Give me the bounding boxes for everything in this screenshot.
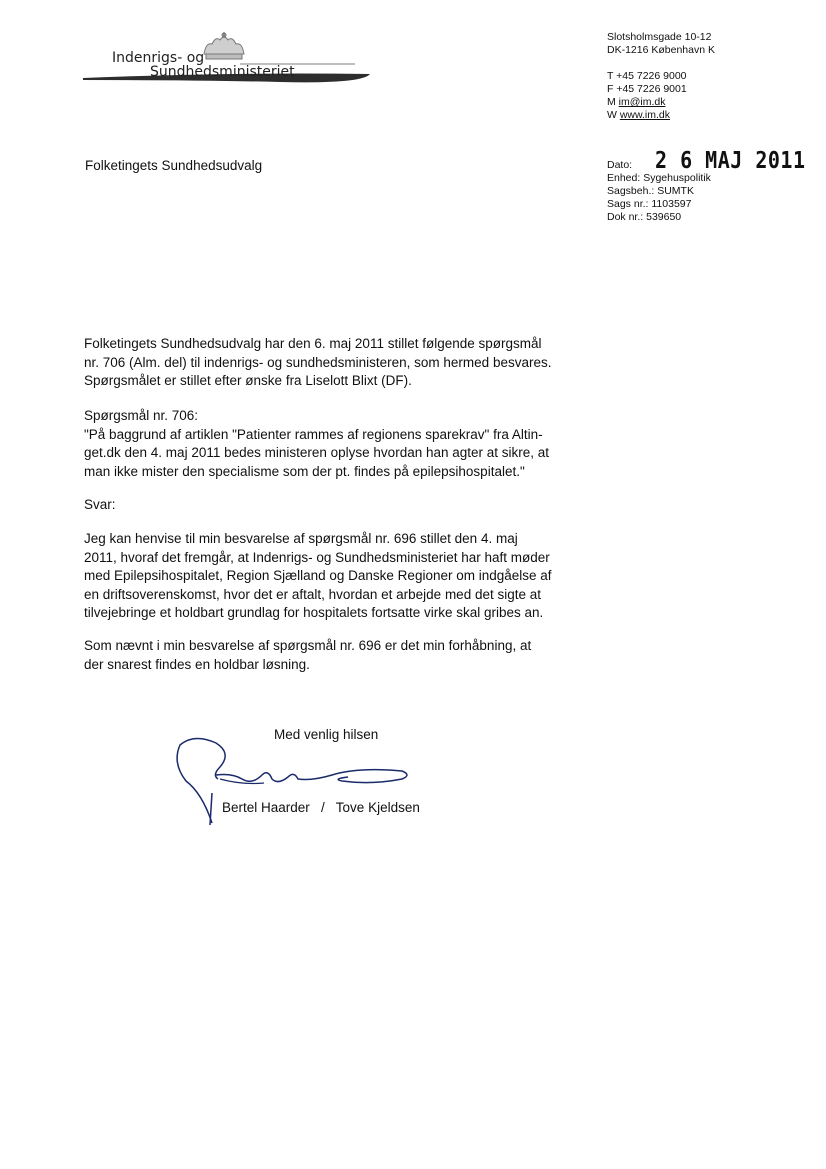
answer-label: Svar:	[84, 497, 116, 512]
meta-block	[607, 172, 711, 224]
closing-greeting: Med venlig hilsen	[274, 727, 379, 742]
conclusion-paragraph	[84, 637, 574, 674]
date-stamp: 2 6 MAJ 2011	[655, 146, 806, 174]
intro-line: nr. 706 (Alm. del) til indenrigs- og sundhedsministeren, som hermed besvares.	[84, 354, 552, 370]
unit-line: Enhed: Sygehuspolitik	[607, 172, 711, 184]
answer-line: med Epilepsihospitalet, Region Sjælland og Danske Regioner om indgåelse af	[84, 568, 552, 583]
handler-line: Sagsbeh.: SUMTK	[607, 185, 694, 197]
logo-text-line2: Sundhedsministeriet	[150, 64, 295, 80]
question-line: get.dk den 4. maj 2011 bedes ministeren oplyse hvordan han agter at sikre, at	[84, 445, 550, 460]
address-line1: Slotsholmsgade 10-12	[607, 31, 712, 43]
handwritten-signature	[172, 733, 422, 833]
contact-block	[607, 31, 715, 122]
question-label: Spørgsmål nr. 706:	[84, 408, 199, 423]
logo-text-line1: Indenrigs- og	[112, 50, 205, 66]
phone-line: T +45 7226 9000	[607, 70, 687, 82]
mail-line	[607, 96, 715, 109]
answer-line: Jeg kan henvise til min besvarelse af spørgsmål nr. 696 stillet den 4. maj	[84, 531, 518, 546]
answer-line: en driftsoverenskomst, hvor det er aftalt, hvordan et arbejde med det sigte at	[84, 586, 541, 602]
question-line: man ikke mister den specialisme som der pt. findes på epilepsihospitalet."	[84, 463, 525, 479]
web-prefix: W	[607, 109, 620, 121]
date-label: Dato:	[607, 159, 633, 171]
signers-names: Bertel Haarder / Tove Kjeldsen	[222, 800, 420, 815]
intro-paragraph	[84, 335, 574, 391]
mail-prefix: M	[607, 96, 619, 108]
question-line: "På baggrund af artiklen "Patienter rammes af regionens sparekrav" fra Altin-	[84, 426, 543, 442]
answer-line: 2011, hvoraf det fremgår, at Indenrigs- og Sundhedsministeriet har haft møder	[84, 549, 550, 565]
fax-line: F +45 7226 9001	[607, 83, 687, 95]
web-link[interactable]: www.im.dk	[619, 109, 671, 121]
question-block	[84, 407, 574, 481]
intro-line: Folketingets Sundhedsudvalg har den 6. maj 2011 stillet følgende spørgsmål	[84, 336, 542, 351]
answer-paragraph	[84, 530, 574, 623]
intro-line: Spørgsmålet er stillet efter ønske fra Liselott Blixt (DF).	[84, 373, 412, 388]
address-line2: DK-1216 København K	[607, 44, 715, 56]
crown-icon	[204, 32, 244, 59]
answer-line: tilvejebringe et holdbart grundlag for hospitalets fortsatte virke skal gribes an.	[84, 605, 544, 620]
web-line	[607, 109, 715, 122]
recipient: Folketingets Sundhedsudvalg	[85, 158, 263, 173]
case-number-line: Sags nr.: 1103597	[607, 198, 692, 210]
doc-number-line: Dok nr.: 539650	[607, 211, 682, 223]
mail-link[interactable]: im@im.dk	[618, 96, 666, 108]
conclusion-line: der snarest findes en holdbar løsning.	[84, 656, 310, 672]
conclusion-line: Som nævnt i min besvarelse af spørgsmål nr. 696 er det min forhåbning, at	[84, 638, 532, 653]
